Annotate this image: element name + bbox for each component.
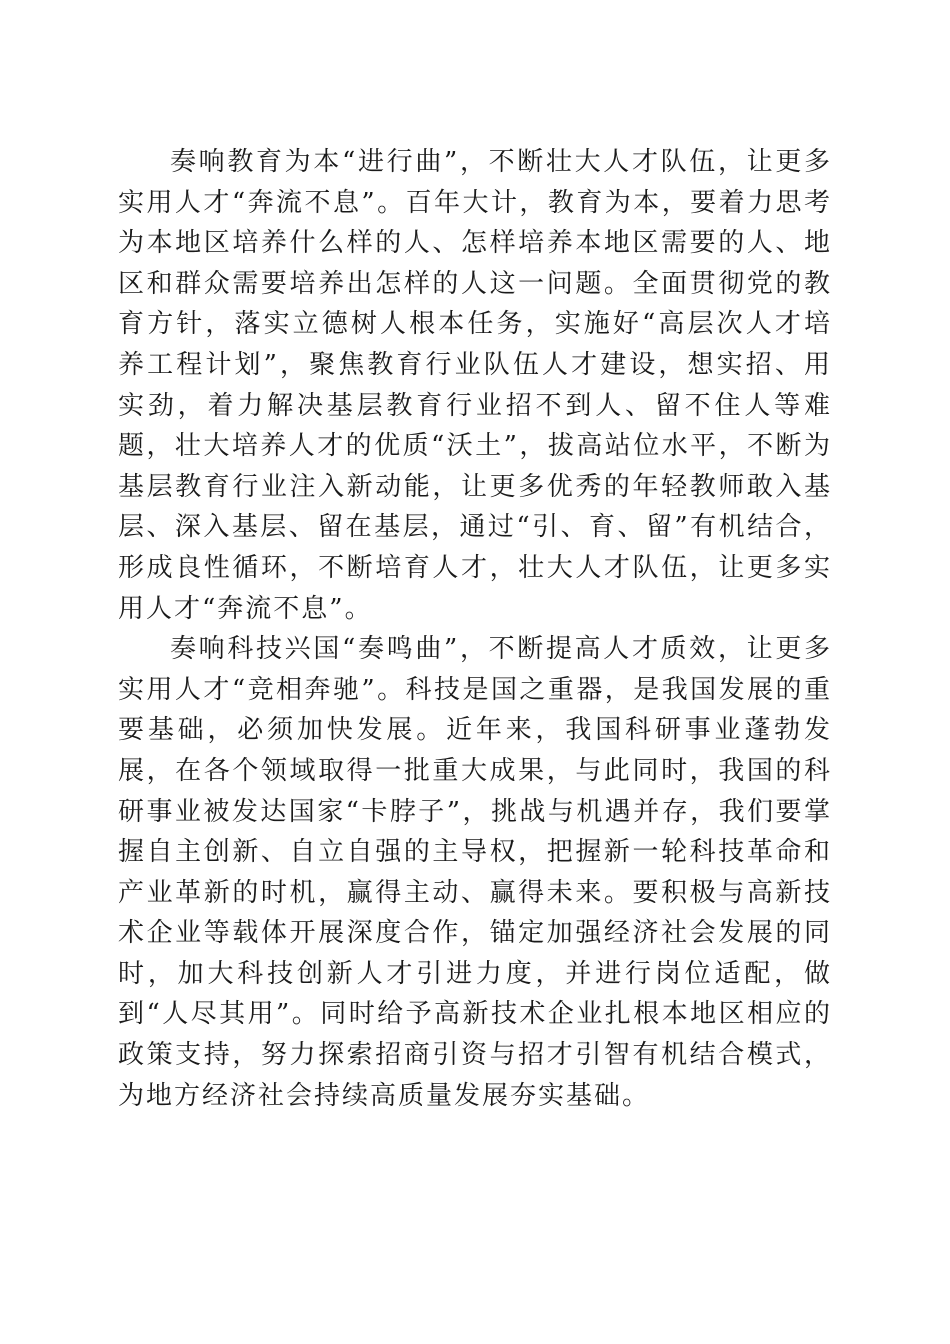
- paragraph-education: 奏响教育为本“进行曲”，不断壮大人才队伍，让更多实用人才“奔流不息”。百年大计，教育为本，要着力思考为本地区培养什么样的人、怎样培养本地区需要的人、地区和群众需要培养出怎样的人这一问题。全面贯彻党的教育方针，落实立德树人根本任务，实施好“高层次人才培养工程计划”，聚焦教育行业队伍人才建设，想实招、用实劲，着力解决基层教育行业招不到人、留不住人等难题，壮大培养人才的优质“沃土”，拔高站位水平，不断为基层教育行业注入新动能，让更多优秀的年轻教师敢入基层、深入基层、留在基层，通过“引、育、留”有机结合，形成良性循环，不断培育人才，壮大人才队伍，让更多实用人才“奔流不息”。: [118, 147, 832, 624]
- paragraph-technology: 奏响科技兴国“奏鸣曲”，不断提高人才质效，让更多实用人才“竞相奔驰”。科技是国之重器，是我国发展的重要基础，必须加快发展。近年来，我国科研事业蓬勃发展，在各个领域取得一批重大成果，与此同时，我国的科研事业被发达国家“卡脖子”，挑战与机遇并存，我们要掌握自主创新、自立自强的主导权，把握新一轮科技革命和产业革新的时机，赢得主动、赢得未来。要积极与高新技术企业等载体开展深度合作，锚定加强经济社会发展的同时，加大科技创新人才引进力度，并进行岗位适配，做到“人尽其用”。同时给予高新技术企业扎根本地区相应的政策支持，努力探索招商引资与招才引智有机结合模式，为地方经济社会持续高质量发展夯实基础。: [118, 634, 832, 1111]
- document-body: [118, 142, 832, 1116]
